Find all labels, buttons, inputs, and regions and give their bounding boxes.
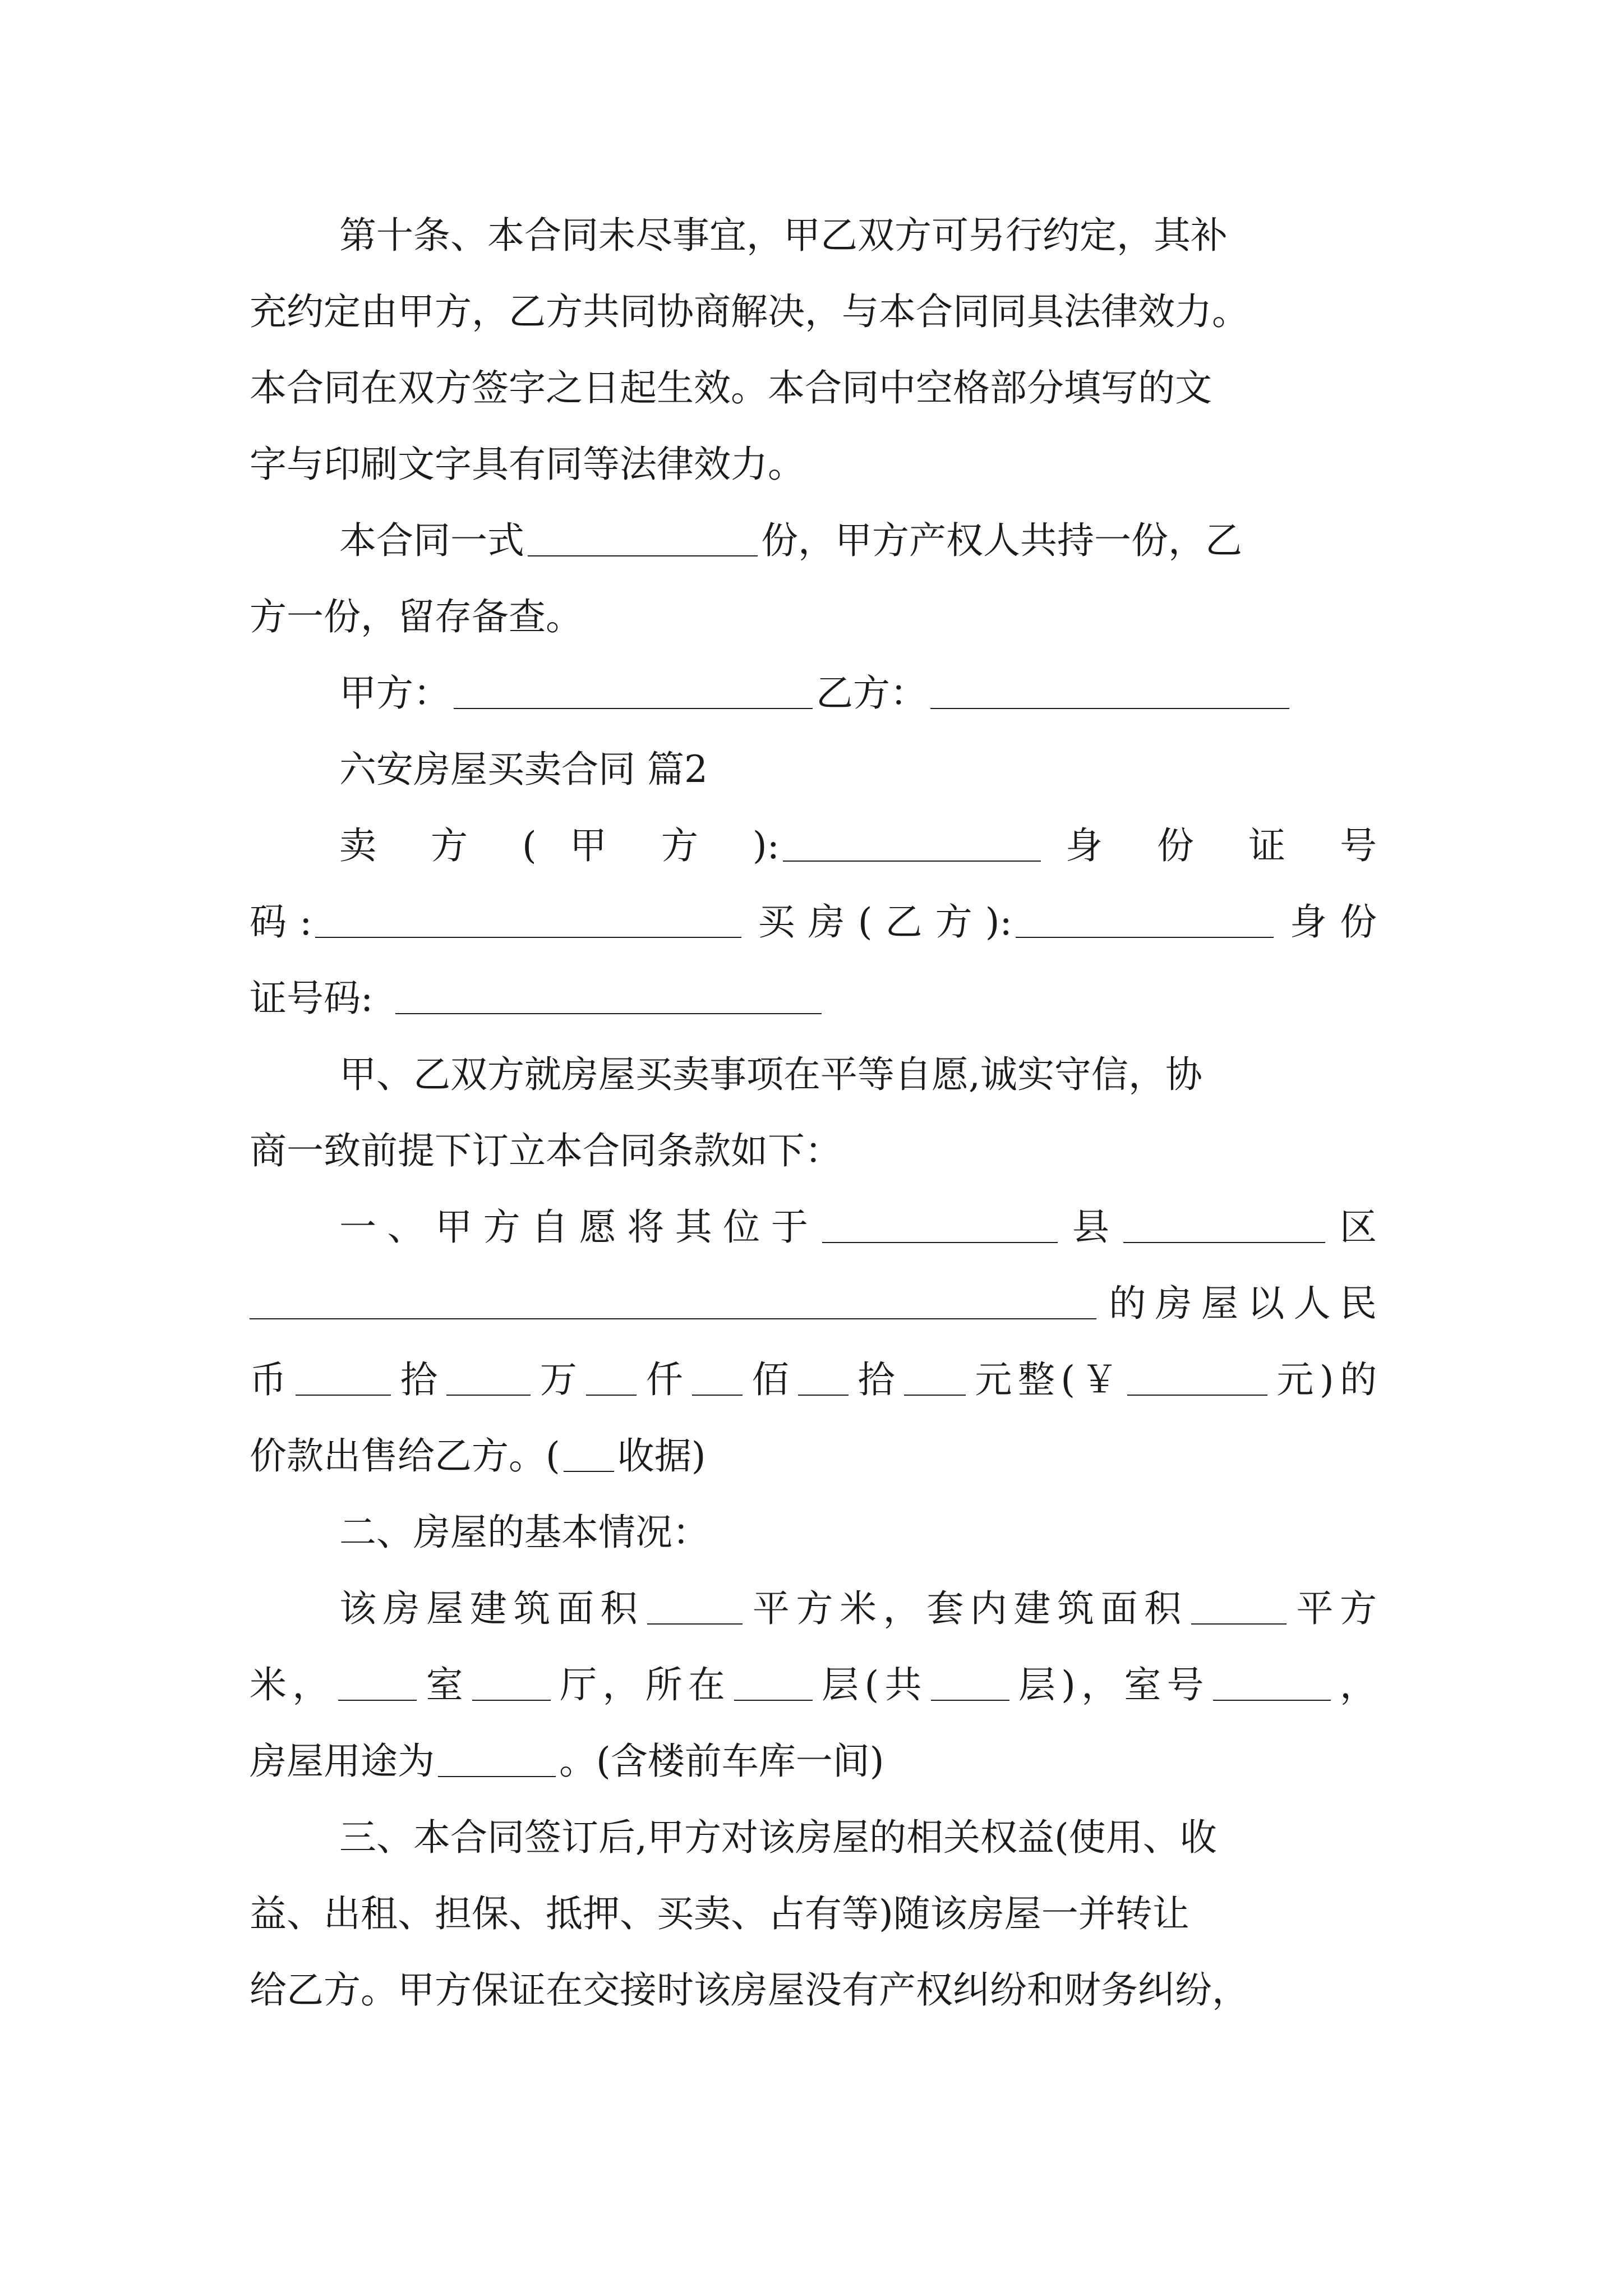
- party-a-blank: [454, 675, 813, 709]
- copies-text-b: 份，甲方产权人共持一份，乙: [761, 519, 1242, 562]
- buyer-id-blank: [395, 981, 822, 1014]
- paragraph-line: 三、本合同签订后,甲方对该房屋的相关权益(使用、收: [339, 1816, 1217, 1859]
- price-qian: 仟: [640, 1358, 689, 1401]
- paragraph-line: 第十条、本合同未尽事宜，甲乙双方可另行约定，其补: [339, 214, 1228, 257]
- area-text-b: 平方米，套内建筑面积: [746, 1587, 1188, 1630]
- county-blank: [822, 1209, 1058, 1243]
- price-line: [250, 1342, 1377, 1418]
- area-ting: 厅，所在: [554, 1663, 731, 1706]
- price-yuan-zheng: 元整(￥: [969, 1358, 1124, 1401]
- address-blank: [250, 1286, 1096, 1319]
- county-label: 县: [1061, 1205, 1121, 1249]
- hall-blank: [472, 1667, 551, 1701]
- copies-text-a: 本合同一式: [339, 519, 524, 562]
- section-title: 二、房屋的基本情况：: [339, 1511, 709, 1554]
- paragraph-line: 益、出租、担保、抵押、买卖、占有等)随该房屋一并转让: [250, 1892, 1189, 1935]
- receipt-text: 收据): [617, 1434, 706, 1478]
- area-text-c: 平方: [1289, 1587, 1377, 1630]
- seller-label: 卖 方 ( 甲 方 ):: [339, 824, 780, 867]
- price-shi2: 拾: [852, 1358, 901, 1401]
- area-comma: ，: [1334, 1663, 1377, 1706]
- seller-line: [250, 808, 1377, 884]
- price-shi: 拾: [394, 1358, 444, 1401]
- room-blank: [338, 1667, 417, 1701]
- area-line: [250, 1571, 1377, 1647]
- party-b-blank: [930, 675, 1289, 709]
- party-b-label: 乙方：: [816, 671, 927, 715]
- address-line: [250, 1266, 1377, 1342]
- seller-id-label: 身 份 证 号: [1044, 824, 1377, 867]
- party-a-label: 甲方：: [339, 671, 450, 715]
- district-blank-a: [1123, 1209, 1325, 1243]
- price-line-2: [250, 1418, 1377, 1494]
- buyer-blank: [1016, 904, 1274, 938]
- buyer-id-label: 身份: [1276, 900, 1377, 944]
- price-blank-2: [446, 1362, 531, 1396]
- house-rmb-text: 的房屋以人民: [1100, 1282, 1377, 1325]
- paragraph-line: 商一致前提下订立本合同条款如下：: [250, 1129, 842, 1172]
- price-blank-4: [692, 1362, 743, 1396]
- price-blank-1: [296, 1362, 391, 1396]
- price-bai: 佰: [746, 1358, 795, 1401]
- seller-id-code-label: 码:: [250, 900, 312, 944]
- seller-id-blank: [315, 904, 741, 938]
- paragraph-line: 甲、乙双方就房屋买卖事项在平等自愿,诚实守信，协: [339, 1053, 1202, 1096]
- district-label: 区: [1329, 1205, 1377, 1249]
- price-sale-text: 价款出售给乙方。(: [250, 1434, 560, 1478]
- area-ceng2: 层)，室号: [1012, 1663, 1210, 1706]
- rooms-line: [250, 1647, 1377, 1723]
- area-blank-1: [647, 1591, 743, 1625]
- price-wan: 万: [534, 1358, 583, 1401]
- paragraph-line: 给乙方。甲方保证在交接时该房屋没有产权纠纷和财务纠纷，: [250, 1968, 1249, 2012]
- paragraph-line: 充约定由甲方，乙方共同协商解决，与本合同同具法律效力。: [250, 290, 1249, 333]
- floor-blank: [734, 1667, 813, 1701]
- usage-blank: [438, 1743, 556, 1777]
- paragraph-line: 方一份，留存备查。: [250, 595, 583, 638]
- usage-text-b: 。(含楼前车库一间): [559, 1740, 884, 1783]
- usage-text-a: 房屋用途为: [250, 1740, 435, 1783]
- area-text-a: 该房屋建筑面积: [339, 1587, 644, 1630]
- area-ceng: 层(共: [816, 1663, 928, 1706]
- receipt-blank: [564, 1438, 614, 1472]
- price-blank-3: [586, 1362, 637, 1396]
- paragraph-line: 本合同在双方签字之日起生效。本合同中空格部分填写的文: [250, 366, 1212, 409]
- price-yuan-de: 元)的: [1270, 1358, 1377, 1401]
- area-mi: 米，: [250, 1663, 335, 1706]
- contract-text: [250, 197, 1377, 2028]
- price-blank-6: [904, 1362, 966, 1396]
- buyer-label: 买房(乙方):: [745, 900, 1012, 944]
- buyer-id-code-label: 证号码:: [250, 977, 374, 1020]
- buyer-id-line: [250, 960, 1377, 1037]
- signature-line: [250, 655, 1377, 731]
- total-floor-blank: [931, 1667, 1009, 1701]
- price-amount-blank: [1127, 1362, 1267, 1396]
- price-blank-5: [798, 1362, 849, 1396]
- area-blank-2: [1191, 1591, 1287, 1625]
- price-bi: 币: [250, 1358, 293, 1401]
- section-heading: 六安房屋买卖合同 篇2: [339, 748, 708, 791]
- usage-line: [250, 1723, 1377, 1800]
- paragraph-line: 字与印刷文字具有同等法律效力。: [250, 443, 805, 486]
- area-shi: 室: [420, 1663, 469, 1706]
- room-number-blank: [1213, 1667, 1331, 1701]
- buyer-line: [250, 884, 1377, 960]
- seller-blank: [783, 828, 1041, 862]
- item1-line: [250, 1189, 1377, 1266]
- copies-line: [250, 503, 1377, 579]
- copies-blank: [528, 523, 758, 556]
- item1-text: 一、甲方自愿将其位于: [339, 1205, 819, 1249]
